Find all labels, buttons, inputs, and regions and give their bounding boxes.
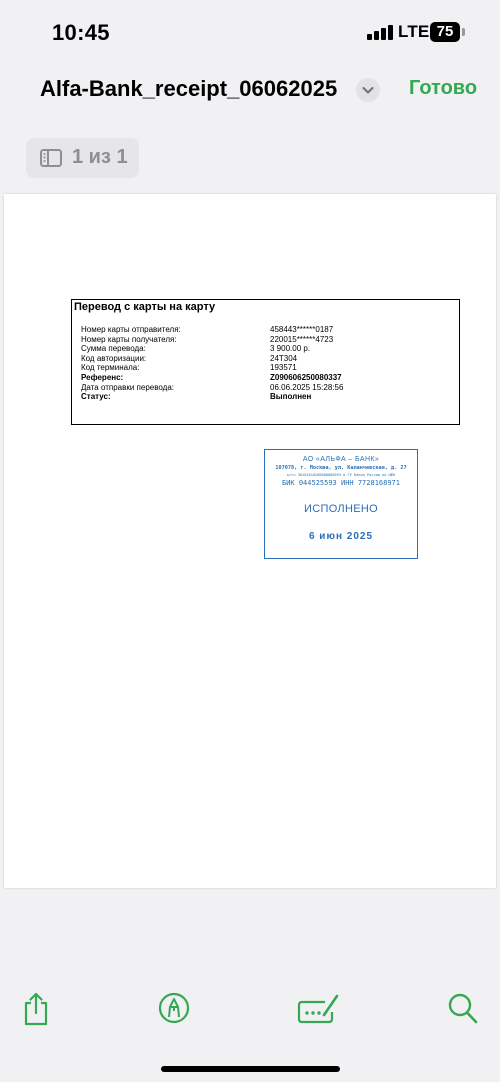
battery-icon: 75	[430, 22, 460, 42]
receipt-row	[81, 383, 451, 393]
receipt-row	[81, 392, 451, 402]
receipt-title: Перевод с карты на карту	[74, 301, 216, 313]
receipt-row	[81, 363, 451, 373]
markup-icon[interactable]	[158, 992, 190, 1029]
share-icon[interactable]	[22, 992, 50, 1031]
receipt-rows	[81, 325, 451, 402]
document-page[interactable]	[4, 194, 496, 888]
row-value: 24T304	[270, 353, 298, 363]
receipt-row	[81, 344, 451, 354]
row-label: Сумма перевода:	[81, 344, 146, 354]
row-value: Z090606250080337	[270, 372, 342, 382]
stamp-bik: БИК 044525593 ИНН 7728168971	[281, 479, 400, 487]
status-bar	[0, 0, 500, 64]
row-label: Номер карты получателя:	[81, 334, 177, 344]
battery-tip	[462, 28, 465, 36]
page-counter-label: 1 из 1	[72, 146, 128, 168]
search-icon[interactable]	[447, 992, 479, 1031]
signature-icon[interactable]	[297, 992, 341, 1029]
row-label: Код авторизации:	[81, 353, 147, 363]
row-label: Референс:	[81, 372, 124, 382]
row-label: Статус:	[81, 392, 111, 402]
row-value: 220015******4723	[270, 334, 334, 344]
receipt-box	[71, 299, 460, 425]
row-value: 3 900.00 р.	[270, 344, 311, 354]
stamp-corr-account: к/сч 30101810200000000593 в ГУ Банка России по ЦФО	[286, 473, 396, 477]
page-counter-button[interactable]	[26, 138, 139, 178]
document-title[interactable]: Alfa-Bank_receipt_06062025	[40, 76, 338, 101]
stamp-bank-name: АО «АЛЬФА – БАНК»	[302, 456, 380, 463]
status-time: 10:45	[52, 20, 110, 45]
stamp-address: 107078, г. Москва, ул. Каланчевская, д. 27	[275, 465, 407, 471]
row-label: Код терминала:	[81, 363, 140, 373]
receipt-row	[81, 373, 451, 383]
cellular-signal-icon	[367, 24, 393, 40]
receipt-row	[81, 335, 451, 345]
row-value: 458443******0187	[270, 325, 334, 334]
home-indicator[interactable]	[161, 1066, 340, 1072]
stamp-status: ИСПОЛНЕНО	[304, 503, 378, 515]
chevron-down-icon[interactable]	[356, 78, 380, 102]
network-type: LTE	[398, 22, 430, 41]
row-value: 06.06.2025 15:28:56	[270, 382, 344, 392]
sidebar-icon	[40, 149, 62, 167]
receipt-row	[81, 325, 451, 335]
row-value: 193571	[270, 363, 297, 373]
row-value: Выполнен	[270, 392, 312, 402]
done-button[interactable]: Готово	[409, 77, 478, 99]
row-label: Дата отправки перевода:	[81, 382, 174, 392]
row-label: Номер карты отправителя:	[81, 325, 181, 334]
stamp-date: 6 июн 2025	[308, 531, 374, 542]
bank-stamp	[264, 449, 418, 559]
receipt-row	[81, 354, 451, 364]
